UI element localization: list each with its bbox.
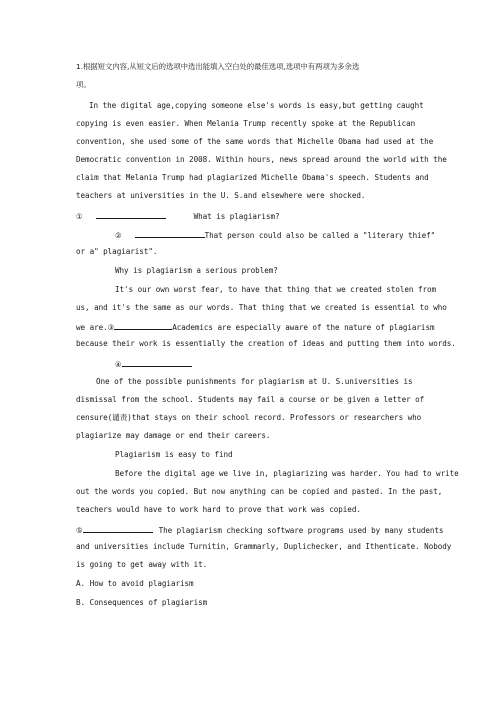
blank-4 <box>122 358 192 367</box>
blank-3-line <box>76 321 435 333</box>
blank-3 <box>114 321 172 330</box>
option-b: B. Consequences of plagiarism <box>76 598 208 607</box>
paragraph-1-line: claim that Melania Trump had plagiarized Michelle Obama's speech. Students and <box>76 173 429 182</box>
instruction-line-1: 1.根据短文内容,从短文后的选项中选出能填入空白处的最佳选项,选项中有两项为多余选 <box>76 62 360 71</box>
blank-3-number: ③ <box>107 323 115 332</box>
instruction-line-2: 项。 <box>76 80 91 89</box>
paragraph-3-text: we are. <box>76 323 108 332</box>
paragraph-3-line: us, and it's the same as our words. That thing that we created is essential to who <box>76 303 447 312</box>
blank-4-number: ④ <box>115 360 122 369</box>
blank-1-line <box>76 210 280 222</box>
paragraph-4-line: plagiarize may damage or end their careers. <box>76 431 271 440</box>
blank-5-number: ⑤ <box>76 526 83 535</box>
paragraph-4-line: One of the possible punishments for plagiarism at U. S.universities is <box>96 377 413 386</box>
paragraph-1-line: Democratic convention in 2008. Within hours, news spread around the world with the <box>76 155 447 164</box>
paragraph-4-line: censure(谴责)that stays on their school record. Professors or researchers who <box>76 413 422 422</box>
paragraph-5-line: out the words you copied. But now anything can be copied and pasted. In the past, <box>76 487 443 496</box>
blank-5 <box>83 524 153 533</box>
blank-2 <box>135 229 205 238</box>
heading-what-is-plagiarism: What is plagiarism? <box>193 212 280 221</box>
blank-2-number: ② <box>115 231 122 240</box>
paragraph-2-line: or a" plagiarist". <box>76 247 158 256</box>
heading-why-serious: Why is plagiarism a serious problem? <box>115 266 278 275</box>
heading-easy-to-find: Plagiarism is easy to find <box>115 450 233 459</box>
option-a: A. How to avoid plagiarism <box>76 579 194 588</box>
paragraph-2-text: That person could also be called a "literary thief" <box>204 231 436 240</box>
paragraph-3-line: It's our own worst fear, to have that thing that we created stolen from <box>115 285 437 294</box>
paragraph-5-line: Before the digital age we live in, plagiarizing was harder. You had to write <box>115 469 459 478</box>
blank-5-line <box>76 524 443 536</box>
blank-1-number: ① <box>76 212 83 221</box>
paragraph-4-line: dismissal from the school. Students may fail a course or be given a letter of <box>76 395 425 404</box>
blank-4-line <box>115 358 192 370</box>
paragraph-3-line: because their work is essentially the creation of ideas and putting them into words. <box>76 339 456 348</box>
paragraph-5-line: teachers would have to work hard to prove that work was copied. <box>76 505 361 514</box>
paragraph-1-line: copying is even easier. When Melania Trump recently spoke at the Republican <box>76 119 416 128</box>
paragraph-1-line: teachers at universities in the U. S.and elsewhere were shocked. <box>76 191 366 200</box>
blank-1 <box>96 210 166 219</box>
paragraph-6-line: and universities include Turnitin, Grammarly, Duplichecker, and Ithenticate. Nobody <box>76 542 452 551</box>
paragraph-3-text: Academics are especially aware of the nature of plagiarism <box>172 323 435 332</box>
blank-2-line <box>115 229 435 241</box>
paragraph-1-line: convention, she used some of the same words that Michelle Obama had used at the <box>76 137 434 146</box>
paragraph-6-text: The plagiarism checking software programs used by many students <box>158 526 444 535</box>
paragraph-1-line: In the digital age,copying someone else's words is easy,but getting caught <box>89 101 424 110</box>
paragraph-6-line: is going to get away with it. <box>76 560 208 569</box>
